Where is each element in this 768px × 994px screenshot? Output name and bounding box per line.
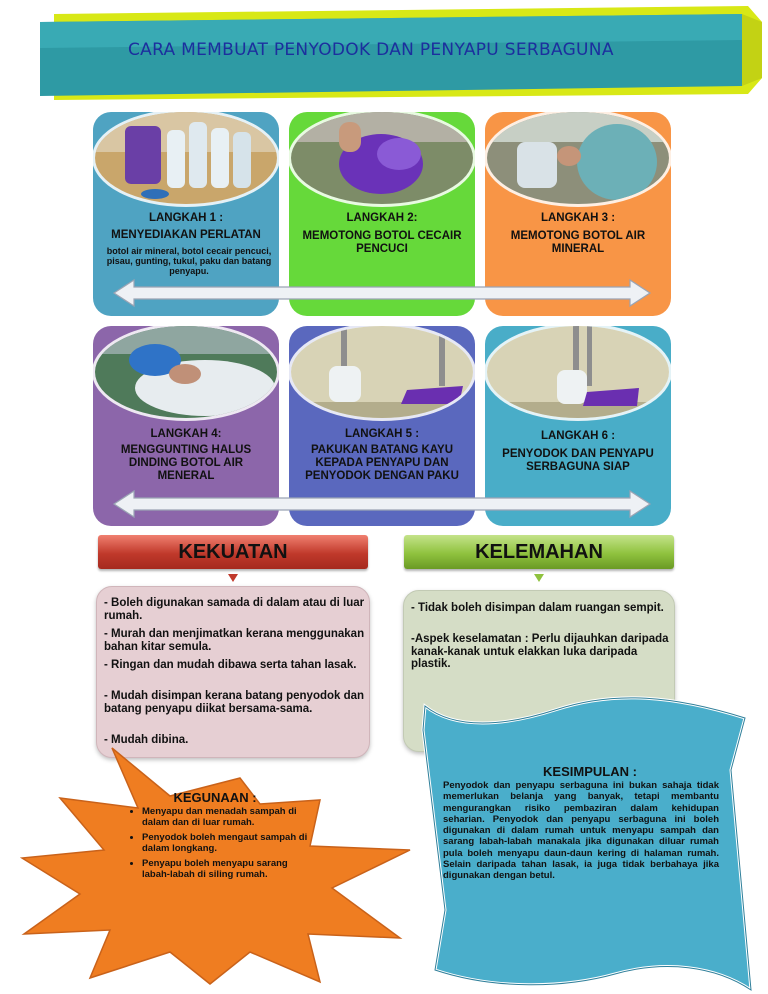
step-2-heading: MEMOTONG BOTOL CECAIR PENCUCI [302,230,462,255]
kekuatan-point-3: - Ringan dan mudah dibawa serta tahan lasak. [104,659,357,671]
step-5-heading: PAKUKAN BATANG KAYU KEPADA PENYAPU DAN PENYODOK DENGAN PAKU [305,444,459,482]
kegunaan-item: • Penyapu boleh menyapu sarang labah-labah di siling rumah. [142,858,317,880]
kegunaan-title: KEGUNAAN : [173,790,257,805]
kelemahan-label: KELEMAHAN [404,535,674,569]
page-title: CARA MEMBUAT PENYODOK DAN PENYAPU SERBAGUNA [128,40,614,60]
step-6-heading: PENYODOK DAN PENYAPU SERBAGUNA SIAP [502,448,654,473]
kekuatan-point-4: - Mudah disimpan kerana batang penyodok dan batang penyapu diikat bersama-sama. [104,690,365,715]
step-3-heading: MEMOTONG BOTOL AIR MINERAL [510,230,646,255]
kesimpulan-text: Penyodok dan penyapu serbaguna ini bukan sahaja tidak memerlukan belanja yang banyak, tetapi membantu mengurangkan risiko pembaziran dalam kehidupan seharian. Penyodok dan penyapu serbaguna ini boleh digunakan di dalam rumah untuk menyapu sampah dan sarang labah-labah manakala jika digunakan diluar rumah pula boleh menyapu daun-daun kering di halaman rumah. Selain daripada tahan lasak, ia juga tidak berbahaya jika digunakan dengan betul. [443,780,719,882]
step-1-label: LANGKAH 1 : [148,212,224,224]
kekuatan-arrow-icon [228,574,238,582]
kelemahan-point-1: - Tidak boleh disimpan dalam ruangan sempit. [411,602,664,614]
step-2-label: LANGKAH 2: [346,212,418,224]
step-3-photo [487,112,669,204]
kelemahan-point-2: -Aspek keselamatan : Perlu dijauhkan daripada kanak-kanak untuk elakkan luka daripada plastik. [411,633,669,670]
double-arrow-row-2 [112,489,652,519]
kegunaan-item: • Penyodok boleh mengaut sampah di dalam longkang. [142,832,317,854]
step-6-label: LANGKAH 6 : [540,430,616,442]
step-5-label: LANGKAH 5 : [344,428,420,440]
step-4-photo [95,326,277,418]
step-5-photo [291,326,473,418]
kegunaan-list [128,806,317,884]
step-1-photo [95,112,277,204]
kelemahan-arrow-icon [534,574,544,582]
kekuatan-label: KEKUATAN [98,535,368,569]
step-1-description: botol air mineral, botol cecair pencuci, pisau, gunting, tukul, paku dan batang penyapu. [106,246,272,276]
kekuatan-point-2: - Murah dan menjimatkan kerana menggunakan bahan kitar semula. [104,628,365,653]
step-4-heading: MENGGUNTING HALUS DINDING BOTOL AIR MENERAL [120,444,252,482]
double-arrow-row-1 [112,278,652,308]
step-6-photo [487,326,669,418]
step-3-label: LANGKAH 3 : [540,212,616,224]
kesimpulan-title: KESIMPULAN : [543,764,637,779]
kegunaan-item: • Menyapu dan menadah sampah di dalam dan di luar rumah. [142,806,317,828]
kekuatan-point-1: - Boleh digunakan samada di dalam atau di luar rumah. [104,597,365,622]
step-1-heading: MENYEDIAKAN PERLATAN [111,229,261,241]
kekuatan-point-5: - Mudah dibina. [104,734,189,746]
step-2-photo [291,112,473,204]
step-4-label: LANGKAH 4: [150,428,222,440]
